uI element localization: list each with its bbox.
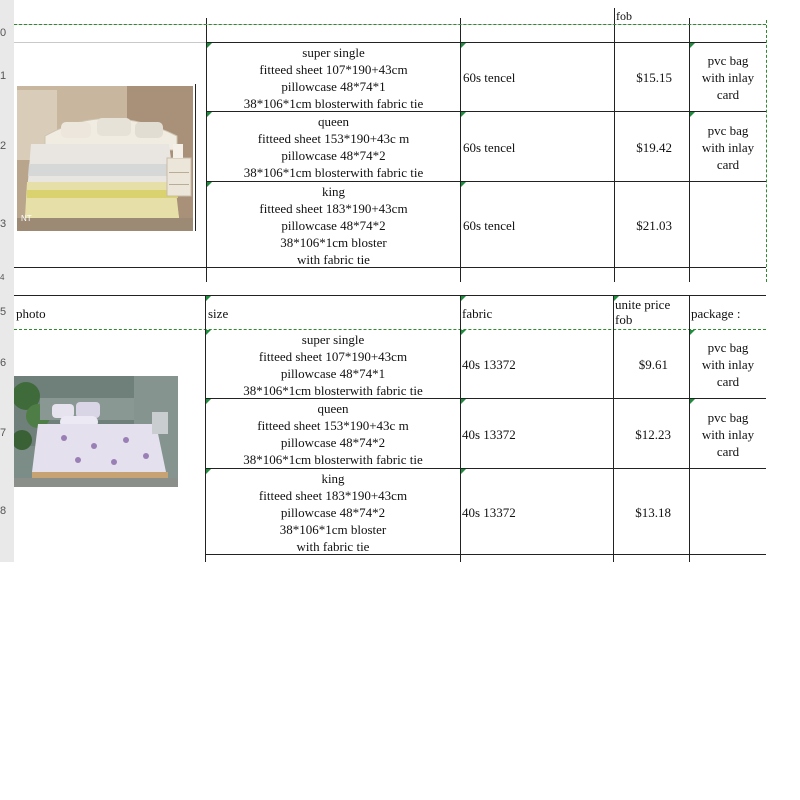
price-cell[interactable]: $9.61: [638, 357, 668, 372]
row-number[interactable]: 3: [0, 218, 7, 230]
grid-line: [206, 468, 766, 469]
size-cell[interactable]: queen fitteed sheet 153*190+43c m pillowcase 48*74*2 38*106*1cm blosterwith fabric tie: [243, 401, 423, 467]
comment-marker[interactable]: [461, 43, 466, 48]
brand-logo: NT: [21, 214, 32, 223]
package-cell[interactable]: pvc bag with inlay card: [701, 123, 755, 172]
price-cell[interactable]: $12.23: [635, 427, 671, 442]
product-photo-fitted-sheet[interactable]: [14, 376, 178, 487]
comment-marker[interactable]: [461, 330, 466, 335]
size-cell[interactable]: super single fitteed sheet 107*190+43cm pillowcase 48*74*1 38*106*1cm blosterwith fabric tie: [243, 332, 423, 398]
size-cell[interactable]: king fitteed sheet 183*190+43cm pillowcase 48*74*2 38*106*1cm bloster with fabric tie: [259, 184, 408, 267]
price-cell[interactable]: $15.15: [636, 70, 672, 85]
size-cell[interactable]: super single fitteed sheet 107*190+43cm pillowcase 48*74*1 38*106*1cm blosterwith fabric tie: [243, 45, 424, 111]
comment-marker[interactable]: [461, 182, 466, 187]
price-cell[interactable]: $19.42: [636, 140, 672, 155]
comment-marker[interactable]: [690, 43, 695, 48]
image-border: [195, 84, 196, 231]
grid-line: [14, 42, 206, 43]
row-number[interactable]: 7: [0, 427, 7, 439]
fabric-cell[interactable]: 40s 13372: [462, 505, 516, 520]
grid-line: [460, 295, 461, 562]
size-cell[interactable]: queen fitteed sheet 153*190+43c m pillowcase 48*74*2 38*106*1cm blosterwith fabric tie: [243, 114, 424, 180]
row-number[interactable]: 4: [0, 273, 5, 282]
grid-line: [460, 18, 461, 282]
comment-marker[interactable]: [461, 296, 466, 301]
row-number[interactable]: 6: [0, 357, 7, 369]
header-unit-price[interactable]: unite price fob: [615, 297, 671, 327]
row-number[interactable]: 5: [0, 306, 7, 318]
grid-line: [206, 181, 766, 182]
grid-line: [14, 295, 766, 296]
row-number[interactable]: 1: [0, 70, 7, 82]
comment-marker[interactable]: [461, 469, 466, 474]
page-break-line: [14, 24, 766, 25]
header-size[interactable]: size: [208, 306, 229, 321]
size-cell[interactable]: king fitteed sheet 183*190+43cm pillowcase 48*74*2 38*106*1cm bloster with fabric tie: [258, 471, 408, 554]
comment-marker[interactable]: [690, 330, 695, 335]
package-cell[interactable]: pvc bag with inlay card: [701, 410, 755, 459]
cut-off-header-text: fob: [616, 10, 632, 22]
fabric-cell[interactable]: 40s 13372: [462, 357, 516, 372]
product-photo-comforter[interactable]: [17, 86, 193, 231]
price-cell[interactable]: $13.18: [635, 505, 671, 520]
package-cell[interactable]: pvc bag with inlay card: [701, 340, 755, 389]
row-number[interactable]: 0: [0, 27, 7, 39]
row-number[interactable]: 8: [0, 505, 7, 517]
row-number[interactable]: 2: [0, 140, 7, 152]
comment-marker[interactable]: [461, 399, 466, 404]
comment-marker[interactable]: [690, 112, 695, 117]
header-fabric[interactable]: fabric: [462, 306, 493, 321]
fabric-cell[interactable]: 40s 13372: [462, 427, 516, 442]
header-photo[interactable]: photo: [16, 306, 46, 321]
price-cell[interactable]: $21.03: [636, 218, 672, 233]
comment-marker[interactable]: [461, 112, 466, 117]
fabric-cell[interactable]: 60s tencel: [463, 70, 516, 85]
grid-line: [206, 42, 766, 43]
comment-marker[interactable]: [690, 399, 695, 404]
fabric-cell[interactable]: 60s tencel: [463, 218, 516, 233]
page-break-line: [14, 329, 766, 330]
package-cell[interactable]: pvc bag with inlay card: [701, 53, 755, 102]
fabric-cell[interactable]: 60s tencel: [463, 140, 516, 155]
header-package[interactable]: package :: [691, 306, 741, 321]
page-break-line: [766, 20, 767, 282]
comment-marker[interactable]: [206, 296, 211, 301]
